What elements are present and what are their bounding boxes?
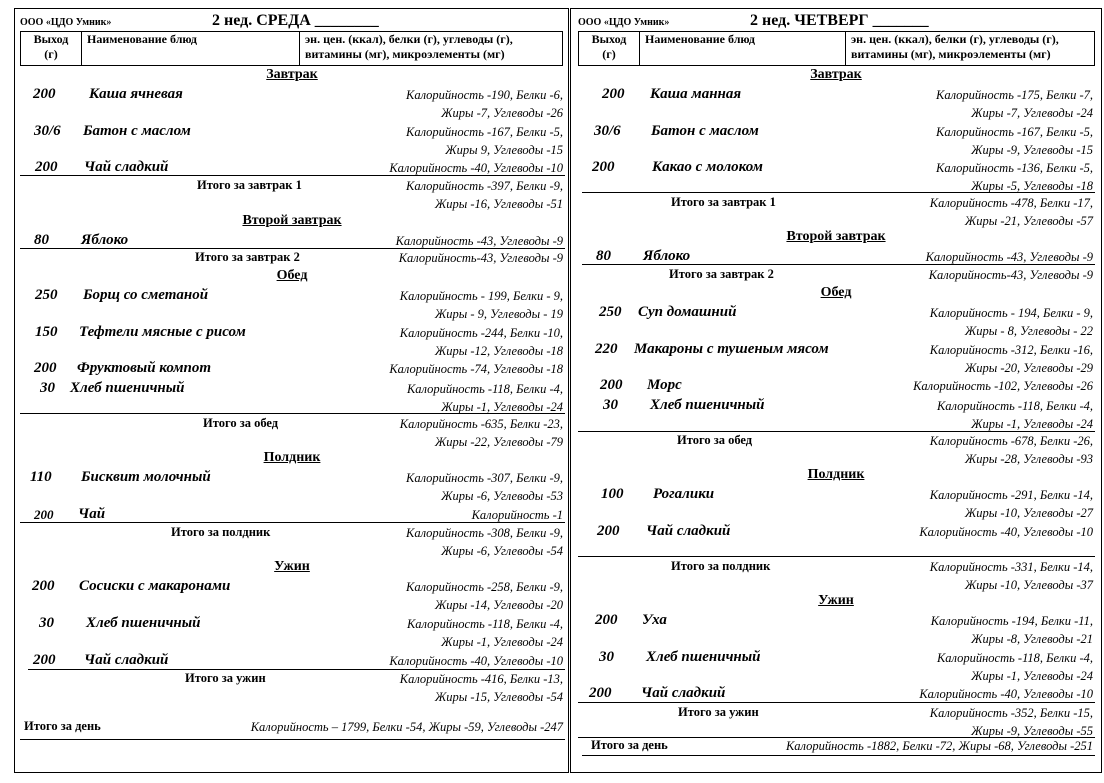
item-name: Батон с маслом xyxy=(651,123,759,139)
total-label: Итого за завтрак 1 xyxy=(197,178,302,192)
divider xyxy=(582,755,1095,756)
total-label: Итого за обед xyxy=(677,433,753,447)
item-nutrition: Калорийность -40, Углеводы -10 xyxy=(919,525,1093,539)
item-name: Чай сладкий xyxy=(84,652,169,668)
item-qty: 30 xyxy=(39,615,54,631)
item-name: Яблоко xyxy=(81,232,129,248)
total-nutrition: Калорийность -478, Белки -17, Жиры -21, Углеводы -57 xyxy=(929,196,1093,228)
divider xyxy=(20,522,565,523)
header-yield: Выход (г) xyxy=(33,32,69,61)
section-dinner: Ужин xyxy=(818,593,854,608)
item-nutrition: Калорийность -43, Углеводы -9 xyxy=(925,250,1093,264)
item-qty: 200 xyxy=(34,360,57,376)
item-qty: 30/6 xyxy=(34,123,61,139)
divider xyxy=(20,739,565,740)
company-name: ООО «ЦДО Умник» xyxy=(578,17,670,28)
item-nutrition: Калорийность -312, Белки -16, Жиры -20, Углеводы -29 xyxy=(929,343,1093,375)
total-label: Итого за завтрак 2 xyxy=(195,250,300,264)
item-nutrition: Калорийность -291, Белки -14, Жиры -10, Углеводы -27 xyxy=(929,488,1093,520)
total-nutrition: Калорийность -352, Белки -15, Жиры -9, Углеводы -55 xyxy=(929,706,1093,738)
header-dish-name: Наименование блюд xyxy=(81,32,299,65)
section-breakfast: Завтрак xyxy=(266,67,318,82)
item-nutrition: Калорийность -118, Белки -4, Жиры -1, Углеводы -24 xyxy=(406,617,563,649)
item-qty: 220 xyxy=(595,341,618,357)
item-name: Макароны с тушеным мясом xyxy=(634,341,829,357)
header-dish-name: Наименование блюд xyxy=(639,32,845,65)
item-nutrition: Калорийность -40, Углеводы -10 xyxy=(389,161,563,175)
total-label: Итого за ужин xyxy=(678,705,759,719)
item-nutrition: Калорийность -244, Белки -10, Жиры -12, Углеводы -18 xyxy=(399,326,563,358)
header-nutrition: эн. цен. (ккал), белки (г), углеводы (г), витамины (мг), микроэлементы (мг) xyxy=(299,32,562,65)
section-second-breakfast: Второй завтрак xyxy=(786,229,886,244)
item-qty: 30/6 xyxy=(594,123,621,139)
total-nutrition: Калорийность-43, Углеводы -9 xyxy=(928,268,1093,282)
divider xyxy=(20,175,565,176)
section-second-breakfast: Второй завтрак xyxy=(242,213,342,228)
item-qty: 200 xyxy=(597,523,620,539)
total-nutrition: Калорийность -678, Белки -26, Жиры -28, Углеводы -93 xyxy=(929,434,1093,466)
item-qty: 30 xyxy=(603,397,618,413)
item-nutrition: Калорийность -258, Белки -9, Жиры -14, Углеводы -20 xyxy=(406,580,563,612)
item-name: Уха xyxy=(642,612,667,628)
item-name: Каша манная xyxy=(650,86,742,102)
header-yield: Выход (г) xyxy=(591,32,627,61)
item-qty: 200 xyxy=(33,652,56,668)
item-qty: 250 xyxy=(599,304,622,320)
item-qty: 30 xyxy=(40,380,55,396)
item-name: Рогалики xyxy=(653,486,715,502)
divider xyxy=(582,264,1095,265)
divider xyxy=(578,702,1095,703)
total-nutrition: Калорийность -416, Белки -13, Жиры -15, Углеводы -54 xyxy=(399,672,563,704)
item-name: Хлеб пшеничный xyxy=(70,380,185,396)
item-qty: 80 xyxy=(34,232,49,248)
item-qty: 200 xyxy=(600,377,623,393)
section-snack: Полдник xyxy=(807,467,865,482)
item-name: Бисквит молочный xyxy=(81,469,211,485)
day-title-wednesday: 2 нед. СРЕДА ________ xyxy=(212,12,379,29)
item-name: Чай сладкий xyxy=(646,523,731,539)
item-nutrition: Калорийность -43, Углеводы -9 xyxy=(395,234,563,248)
total-nutrition: Калорийность -331, Белки -14, Жиры -10, Углеводы -37 xyxy=(929,560,1093,592)
item-name: Суп домашний xyxy=(638,304,737,320)
item-qty: 80 xyxy=(596,248,611,264)
item-qty: 200 xyxy=(32,578,55,594)
header-nutrition: эн. цен. (ккал), белки (г), углеводы (г), витамины (мг), микроэлементы (мг) xyxy=(845,32,1094,65)
item-name: Сосиски с макаронами xyxy=(79,578,231,594)
section-snack: Полдник xyxy=(263,450,321,465)
day-total-nutrition: Калорийность -1882, Белки -72, Жиры -68, Углеводы -251 xyxy=(785,739,1093,753)
divider xyxy=(20,413,565,414)
section-dinner: Ужин xyxy=(274,559,310,574)
total-nutrition: Калорийность -397, Белки -9, Жиры -16, Углеводы -51 xyxy=(406,179,563,211)
item-nutrition: Калорийность -102, Углеводы -26 xyxy=(913,379,1093,393)
item-nutrition: Калорийность -190, Белки -6, Жиры -7, Углеводы -26 xyxy=(406,88,563,120)
item-nutrition: Калорийность -167, Белки -5, Жиры -9, Углеводы -15 xyxy=(936,125,1093,157)
table-header xyxy=(578,31,1095,66)
total-label: Итого за полдник xyxy=(671,559,771,573)
item-name: Борщ со сметаной xyxy=(83,287,209,303)
item-name: Тефтели мясные с рисом xyxy=(79,324,246,340)
divider xyxy=(578,556,1095,557)
item-name: Морс xyxy=(647,377,682,393)
divider xyxy=(582,192,1095,193)
item-nutrition: Калорийность -118, Белки -4, Жиры -1, Углеводы -24 xyxy=(936,399,1093,431)
item-nutrition: Калорийность -74, Углеводы -18 xyxy=(389,362,563,376)
item-nutrition: Калорийность -194, Белки -11, Жиры -8, Углеводы -21 xyxy=(930,614,1093,646)
item-name: Каша ячневая xyxy=(89,86,183,102)
total-label: Итого за полдник xyxy=(171,525,271,539)
total-label: Итого за ужин xyxy=(185,671,266,685)
total-label: Итого за завтрак 1 xyxy=(671,195,776,209)
item-name: Хлеб пшеничный xyxy=(646,649,761,665)
item-nutrition: Калорийность -1 xyxy=(471,508,563,522)
item-qty: 200 xyxy=(592,159,615,175)
item-qty: 100 xyxy=(601,486,624,502)
item-nutrition: Калорийность - 194, Белки - 9, Жиры - 8, Углеводы - 22 xyxy=(929,306,1093,338)
day-title-thursday: 2 нед. ЧЕТВЕРГ _______ xyxy=(750,12,929,29)
total-nutrition: Калорийность -635, Белки -23, Жиры -22, Углеводы -79 xyxy=(399,417,563,449)
item-nutrition: Калорийность -136, Белки -5, Жиры -5, Углеводы -18 xyxy=(936,161,1093,193)
total-label: Итого за завтрак 2 xyxy=(669,267,774,281)
item-nutrition: Калорийность -175, Белки -7, Жиры -7, Углеводы -24 xyxy=(936,88,1093,120)
item-qty: 200 xyxy=(589,685,612,701)
day-total-label: Итого за день xyxy=(591,738,668,752)
item-nutrition: Калорийность -118, Белки -4, Жиры -1, Углеводы -24 xyxy=(936,651,1093,683)
item-nutrition: Калорийность -167, Белки -5, Жиры 9, Углеводы -15 xyxy=(406,125,563,157)
day-total-label: Итого за день xyxy=(24,719,101,733)
company-name: ООО «ЦДО Умник» xyxy=(20,17,112,28)
total-nutrition: Калорийность -308, Белки -9, Жиры -6, Углеводы -54 xyxy=(406,526,563,558)
item-qty: 200 xyxy=(34,507,54,522)
item-name: Чай сладкий xyxy=(84,159,169,175)
item-qty: 30 xyxy=(599,649,614,665)
section-lunch: Обед xyxy=(820,285,852,300)
item-qty: 200 xyxy=(33,86,56,102)
item-nutrition: Калорийность -40, Углеводы -10 xyxy=(389,654,563,668)
section-breakfast: Завтрак xyxy=(810,67,862,82)
section-lunch: Обед xyxy=(276,268,308,283)
day-total-nutrition: Калорийность – 1799, Белки -54, Жиры -59, Углеводы -247 xyxy=(250,720,563,734)
item-qty: 200 xyxy=(602,86,625,102)
item-nutrition: Калорийность -40, Углеводы -10 xyxy=(919,687,1093,701)
item-qty: 110 xyxy=(30,469,52,485)
item-qty: 250 xyxy=(35,287,58,303)
total-label: Итого за обед xyxy=(203,416,279,430)
item-name: Яблоко xyxy=(643,248,691,264)
table-header xyxy=(20,31,563,66)
item-name: Хлеб пшеничный xyxy=(650,397,765,413)
total-nutrition: Калорийность-43, Углеводы -9 xyxy=(398,251,563,265)
item-nutrition: Калорийность -307, Белки -9, Жиры -6, Углеводы -53 xyxy=(406,471,563,503)
item-name: Фруктовый компот xyxy=(77,360,212,376)
item-nutrition: Калорийность -118, Белки -4, Жиры -1, Углеводы -24 xyxy=(406,382,563,414)
item-name: Чай xyxy=(78,506,106,522)
item-nutrition: Калорийность - 199, Белки - 9, Жиры - 9, Углеводы - 19 xyxy=(399,289,563,321)
item-name: Какао с молоком xyxy=(652,159,763,175)
item-name: Чай сладкий xyxy=(641,685,726,701)
item-name: Батон с маслом xyxy=(83,123,191,139)
item-qty: 200 xyxy=(595,612,618,628)
item-qty: 200 xyxy=(35,159,58,175)
item-name: Хлеб пшеничный xyxy=(86,615,201,631)
item-qty: 150 xyxy=(35,324,58,340)
